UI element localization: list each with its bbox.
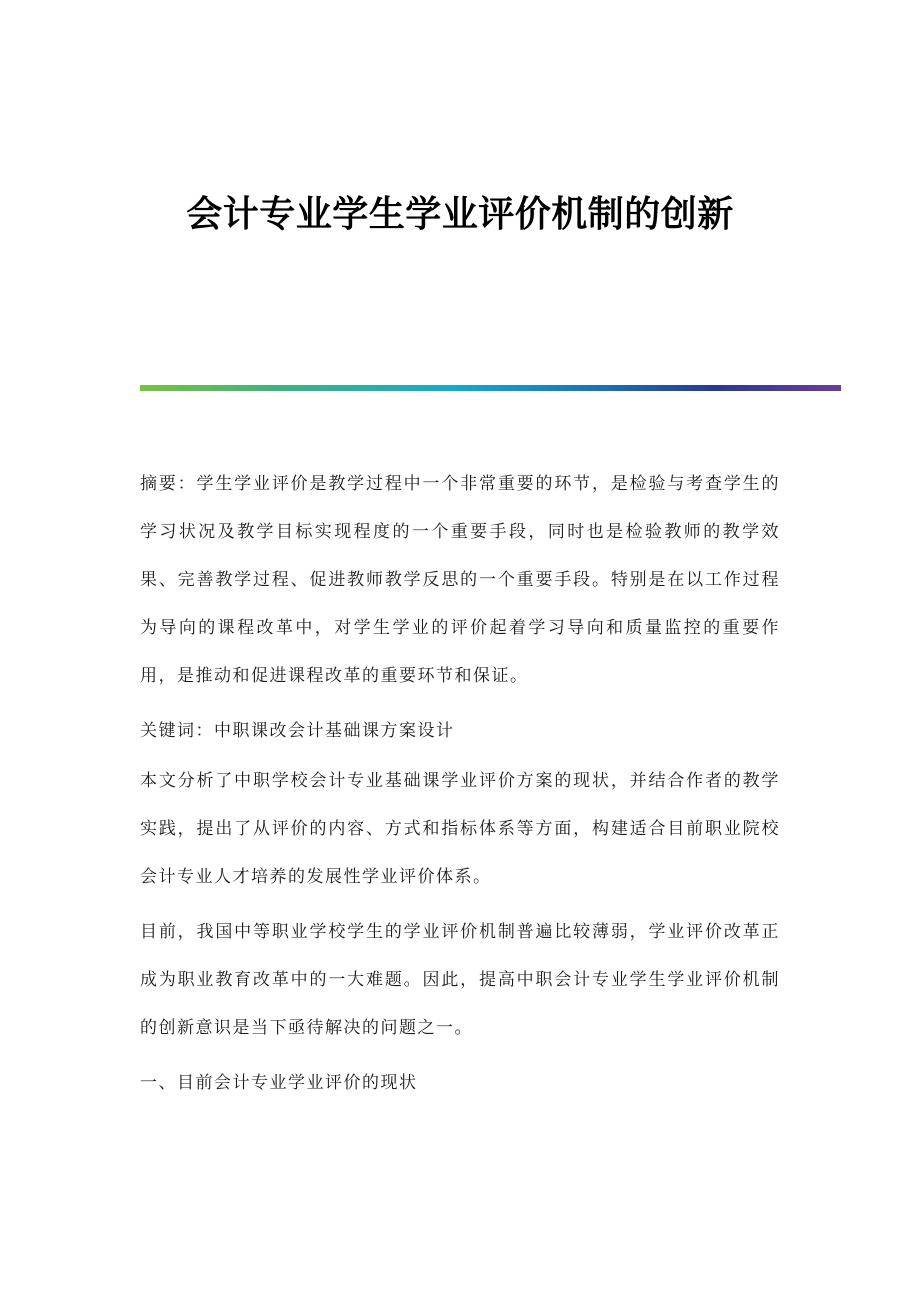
title-divider	[140, 385, 841, 391]
section-heading: 一、目前会计专业学业评价的现状	[140, 1073, 418, 1093]
body-paragraph: 本文分析了中职学校会计专业基础课学业评价方案的现状，并结合作者的教学实践，提出了从评价的内容、方式和指标体系等方面，构建适合目前职业院校会计专业人才培养的发展性学业评价体系。	[140, 771, 780, 887]
document-body	[140, 460, 780, 1109]
abstract-paragraph: 摘要：学生学业评价是教学过程中一个非常重要的环节，是检验与考查学生的学习状况及教学目标实现程度的一个重要手段，同时也是检验教师的教学效果、完善教学过程、促进教师教学反思的一个重要手段。特别是在以工作过程为导向的课程改革中，对学生学业的评价起着学习导向和质量监控的重要作用，是推动和促进课程改革的重要环节和保证。	[140, 474, 780, 686]
body-paragraph: 目前，我国中等职业学校学生的学业评价机制普遍比较薄弱，学业评价改革正成为职业教育改革中的一大难题。因此，提高中职会计专业学生学业评价机制的创新意识是当下亟待解决的问题之一。	[140, 922, 780, 1038]
keywords-paragraph: 关键词：中职课改会计基础课方案设计	[140, 721, 455, 741]
document-title: 会计专业学生学业评价机制的创新	[186, 194, 734, 235]
